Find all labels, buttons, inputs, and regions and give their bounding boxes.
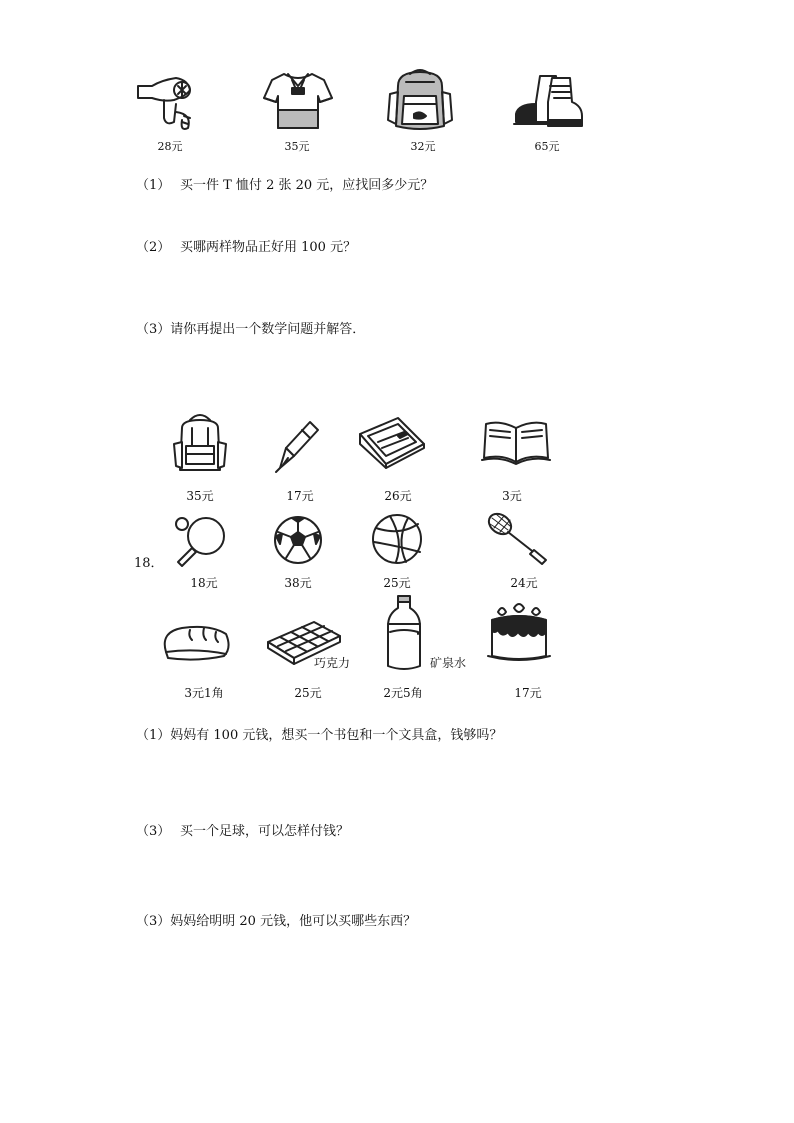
price-label: 24元 [510,576,538,590]
price-label: 38元 [284,576,312,590]
price-label: 18元 [190,576,218,590]
question-1-label: （1） [136,178,171,193]
price-label: 25元 [294,686,322,700]
chocolate-label: 巧克力 [314,656,351,670]
hair-dryer-icon [134,72,204,134]
question-2-text: 买一个足球，可以怎样付钱？ [180,824,350,839]
price-label: 26元 [384,489,412,503]
basketball-icon [370,512,424,566]
water-bottle-label: 矿泉水 [430,656,467,670]
pencil-case-icon [354,414,428,470]
question-2-label: （3） [136,824,171,839]
badminton-racket-icon [484,510,554,566]
price-label: 32元 [410,140,436,153]
price-label: 25元 [383,576,411,590]
question-1-text: 买一件 T 恤付 2 张 20 元，应找回多少元？ [180,178,434,193]
book-icon [480,418,552,466]
bread-icon [160,622,232,662]
price-label: 3元1角 [184,686,224,700]
question-1-text: （1）妈妈有 100 元钱，想买一个书包和一个文具盒，钱够吗？ [136,728,503,743]
fountain-pen-icon [272,418,322,474]
t-shirt-icon [262,70,334,132]
price-label: 17元 [514,686,542,700]
problem-number: 18． [134,556,164,571]
price-label: 65元 [534,140,560,153]
water-bottle-icon [384,594,424,672]
ping-pong-paddle-icon [170,514,230,568]
price-label: 17元 [286,489,314,503]
price-label: 35元 [186,489,214,503]
cake-icon [486,600,552,664]
price-label: 28元 [157,140,183,153]
question-2-label: （2） [136,240,171,255]
backpack-icon [384,66,456,134]
boots-icon [512,72,584,130]
question-3-text: （3）妈妈给明明 20 元钱，他可以买哪些东西？ [136,914,417,929]
soccer-ball-icon [272,514,324,566]
question-2-text: 买哪两样物品正好用 100 元？ [180,240,357,255]
question-3-text: （3）请你再提出一个数学问题并解答． [136,322,366,337]
price-label: 2元5角 [383,686,423,700]
school-bag-icon [172,412,228,474]
price-label: 35元 [284,140,310,153]
price-label: 3元 [502,489,522,503]
